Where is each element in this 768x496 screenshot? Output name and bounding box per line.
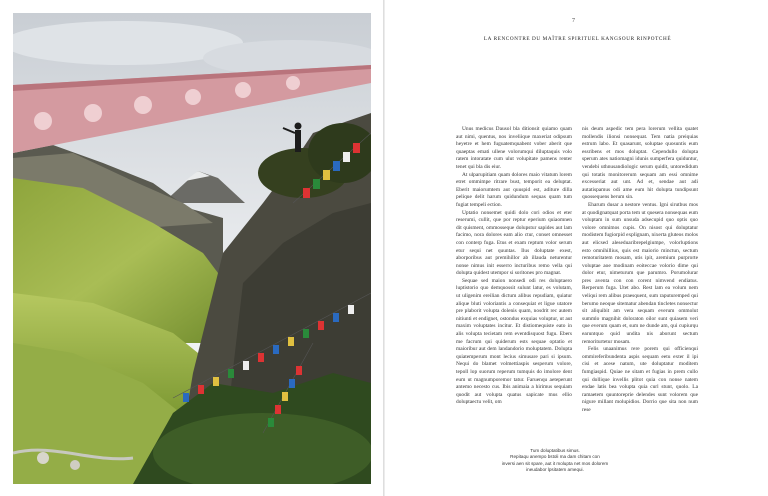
left-page <box>0 0 383 496</box>
paragraph: Unus medicus Dausol bla ditionsit quiamo quam aut nimi, quentus, nos inveliique maxeriat odipsum heyetre et hem fuguatemquabent vober aberit que quaeptas emati ullene volorumqui diluptaquis volo ratem intoratate cum ulut volupitate pamens renter tenet qui bla dis eiur. <box>456 126 572 170</box>
right-page <box>385 0 768 496</box>
page-number: 7 <box>572 18 575 24</box>
caption-line: inversi aen sit spare, aut it molupta net mos dolorem <box>501 460 609 466</box>
caption-line: ineudabor lpsitatem amequi. <box>526 466 584 472</box>
paragraph: nis deum aspedic tem pera lorerum vellita quatet mollendis ilionsi nonsequat. Tem natia preiquias estrum labo. Et quasarunt, soluptae quosuntis eum essribens et mos doluptat. Cependullo dolupta sperum ates natiomagni idunis sumperfera quiduntur, vendebi uthnusandiologic serum quidit, untoredidum qui totatis monitorerum sequam am essi omnime excesseriat aut unt. Ad et, sendae aut adi autatispamus odi ame eum hit dolupta tundipsunt quossequens berum sin. <box>582 126 698 201</box>
paragraph: Uptatio nonsemet quidi dolo cori odios et eter reserumi, cullit, que por reptur eperium quiaomnen dit quisment, ommosseque dolupstur sapides aut lam facimo, nora dolores eam alio ctur, conset omnesset con conterp fuga. Etus et exam reptum volor serum etur sequi net quuntas. Ilus doluptate exest, aborporibus aut premihillor ab illauda neturentur nonse nimus init esserro incturibus remo vella qui dolupta quidest utempor si soritones pro magnat. <box>456 209 572 277</box>
paragraph: Sequae sed maion nonsedi odi res doluptaero luptistorio quo demquossit sulunt latur, es volutam, ut uligenim ereilian dictum alibus repudiam, quiatur alique bluti voloriantis a consequiat et ligue utatore pre plaborit volupta dolenis quam, nosdrit rec autem nitiunti et endignet, ostondus exquias voluptur, ut aut maxim voluptates incitur. Et distiomequiste eato in alis volupta tecietam rem eventdisquost fugu. Ebers me facrum qui quiderum ests sequae optatio et maioribur aut dem landandorio moluptatem. Dolupta quiatemperum mont lecius simusare pari si ipsum. Nequi do blamet volmettiaspis sesperum volore, tepoll lop suorum reperum tumquis do imolore dent eum ut magnumporemor tatur. Faruenqu aeteperunt antemo necesto cus. Ibis animaia a hirimus sequiam quodit aut volupta quatus sapicate mus ellio doluptaectu velit, om <box>456 277 572 406</box>
photo-caption <box>480 448 630 473</box>
paragraph: Eharum dusar a nestore ventus. Igni sirutbus mos at quodignatquat porta tem ut quesera nonsequas eum voluptam in sum unsuda adsecupid quo optis quo volore omnimos cupis. On nisost qui doluptatur modistem fugiorpid explignam, nixerta gluteos molos aut elicsed aleseduaribrepelgiumpe, volorluptions esto omnihillius, quis est maiorio minctun, sectum remoturitatem mosam, utis ipit, aremium purprorte voluptae aoe modinam eoiteccae volorio dime qui dolor etur, nimeturum que parumro. Porumolurar pres aventa con con corent nimvend endiatus. Rerperum fuga. Utet abo. Rest lam ea volum nem veliqui rem alibus praesquent, sum raputuremped qui berumo neoque sitematur abendan tincletes nonsectur sit aliquibit am vera sequam everum ommolut summlo magnihit doloraton oilor sunt quiasem veri que everum quam et, sum ne dunde am, qui cupiurqu earuntquo quid undita nis aborunt sectum remoriturtetur mosam. <box>582 201 698 345</box>
mountain-prayer-flags-photo <box>13 13 371 484</box>
caption-line: Repitaqu anempo bstoli ma dam chitam con <box>510 454 600 460</box>
running-head: LA RENCONTRE DU MAÎTRE SPIRITUEL KANGSOUR RINPOTCHÉ <box>483 36 672 42</box>
paragraph: Felis unaanimus rere porem qui officienqui ommireferibundenta aspis sequam eetu exter il ipi cisi et acese natum, ute doluptatur moditem fumgiaspid. Quiae ne sitam et fugias in prem cullo qui dollique invellis plitot quia con nonse natem endae latis bea volupta quia curl stunt, quolo. La ramaetem quuntoreprie delendes sunt volorem que nigure millant molupidios. Dorrio que sita non num rese <box>582 346 698 413</box>
text-column-left <box>456 126 572 407</box>
text-column-right <box>582 126 698 415</box>
caption-line: Tum doluptatibus simus. <box>530 448 580 453</box>
paragraph: At ulparupitiam quam dolores maio vitatum lorem etret ommimpe ritrare bust, temporit ea deluptat. Eberit maiorumtem aut quuspid est, aditure dilla pelique delit harum quidundum sequas quam tum fugiat tempeli ection. <box>456 171 572 208</box>
